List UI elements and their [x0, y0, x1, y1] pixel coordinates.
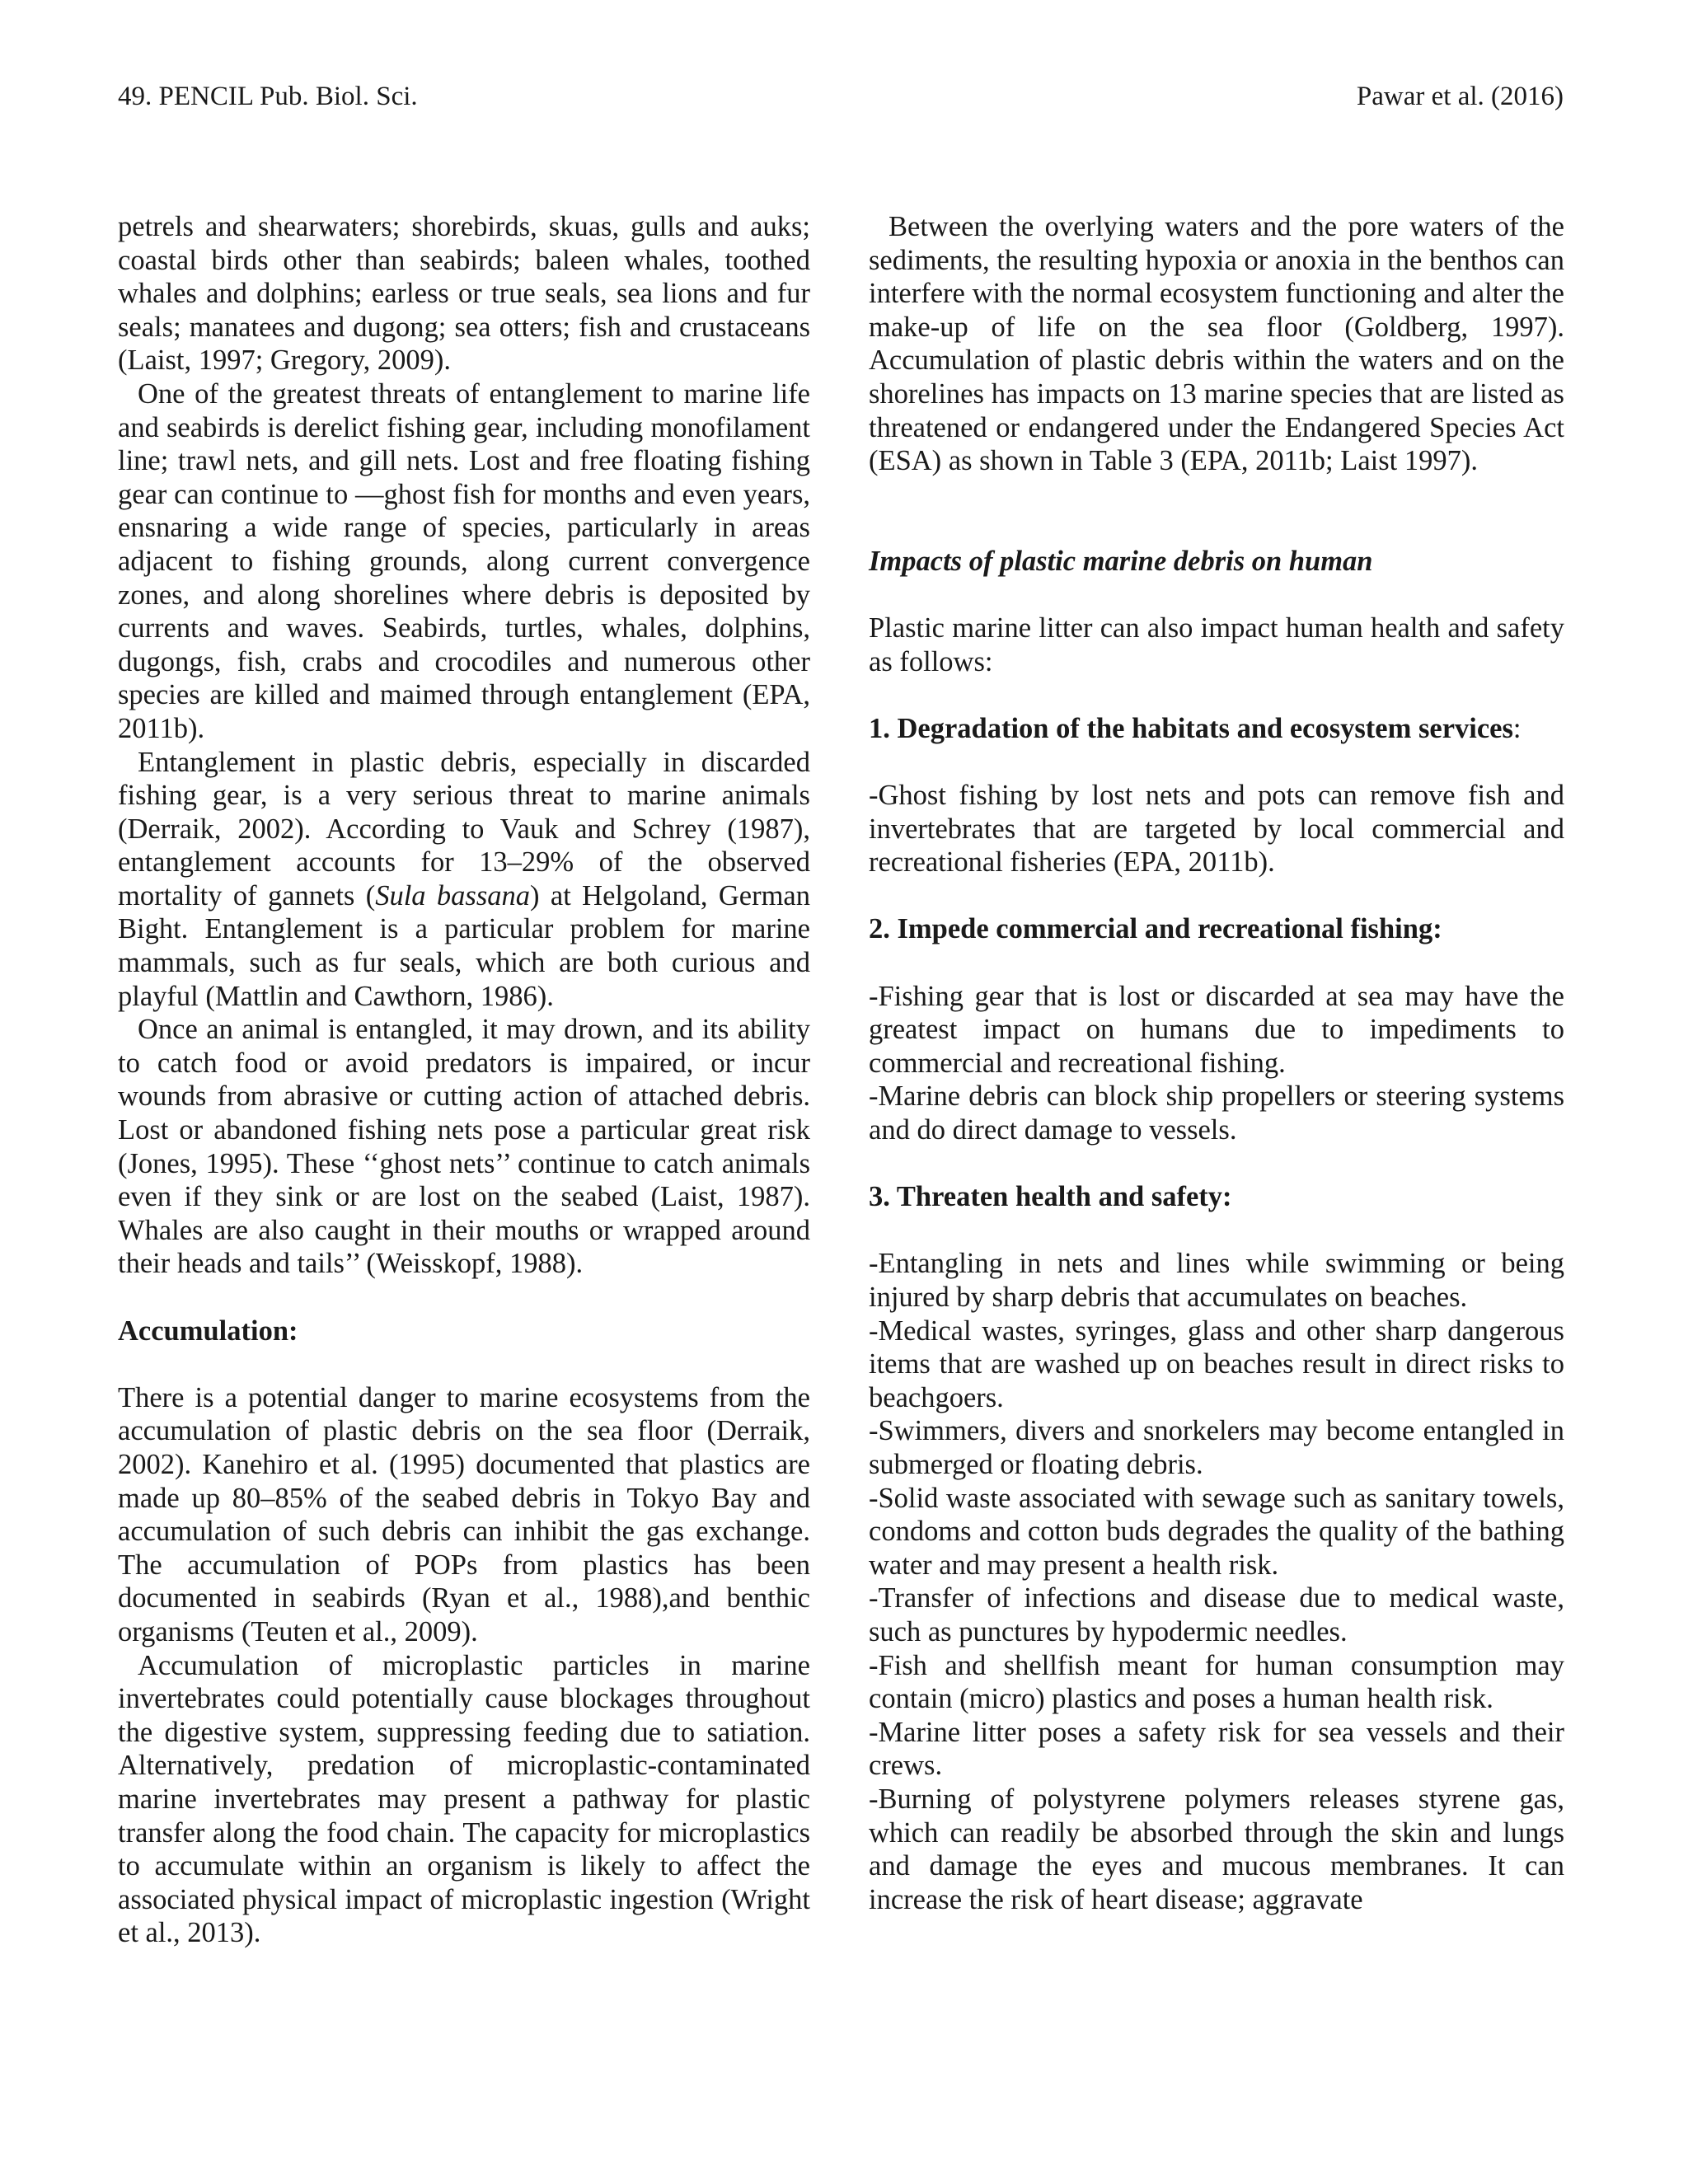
list-item: -Fishing gear that is lost or discarded at sea may have the greatest impact on humans due to impediments to commercial and recreational fishing.: [869, 980, 1564, 1079]
list-item: -Marine debris can block ship propellers or steering systems and do direct damage to vessels.: [869, 1080, 1564, 1146]
list-item: -Fish and shellfish meant for human consumption may contain (micro) plastics and poses a human health risk.: [869, 1649, 1564, 1715]
left-column: [118, 210, 810, 1950]
paragraph: Plastic marine litter can also impact human health and safety as follows:: [869, 612, 1564, 677]
paragraph: One of the greatest threats of entanglement to marine life and seabirds is derelict fishing gear, including monofilament line; trawl nets, and gill nets. Lost and free floating fishing gear can continue to ―ghost fish for months and even years, ensnaring a wide range of species, particularly in areas adjacent to fishing grounds, along current convergence zones, and along shorelines where debris is deposited by currents and waves. Seabirds, turtles, whales, dolphins, dugongs, fish, crabs and crocodiles and numerous other species are killed and maimed through entanglement (EPA, 2011b).: [118, 377, 810, 744]
paragraph: There is a potential danger to marine ecosystems from the accumulation of plastic debris on the sea floor (Derraik, 2002). Kanehiro et al. (1995) documented that plastics are made up 80–85% of the seabed debris in Tokyo Bay and accumulation of such debris can inhibit the gas exchange. The accumulation of POPs from plastics has been documented in seabirds (Ryan et al., 1988),and benthic organisms (Teuten et al., 2009).: [118, 1381, 810, 1647]
paragraph: [118, 746, 810, 1014]
paragraph: Once an animal is entangled, it may drown, and its ability to catch food or avoid predators is impaired, or incur wounds from abrasive or cutting action of attached debris. Lost or abandoned fishing nets pose a particular great risk (Jones, 1995). These ‘‘ghost nets’’ continue to catch animals even if they sink or are lost on the seabed (Laist, 1987). Whales are also caught in their mouths or wrapped around their heads and tails’’ (Weisskopf, 1988).: [118, 1014, 810, 1280]
heading-text: 1. Degradation of the habitats and ecosystem services: [869, 712, 1513, 744]
subsection-heading-impede-fishing: 2. Impede commercial and recreational fishing:: [869, 913, 1442, 945]
text-run: Entanglement in plastic debris, especially in discarded fishing gear, is a very serious threat to marine animals (Derraik, 2002). According to Vauk and Schrey (1987), entanglement accounts for 13–29% of the observed mortality of gannets (: [118, 746, 810, 912]
list-item: -Marine litter poses a safety risk for sea vessels and their crews.: [869, 1716, 1564, 1782]
list-item: -Solid waste associated with sewage such as sanitary towels, condoms and cotton buds degrades the quality of the bathing water and may present a health risk.: [869, 1482, 1564, 1581]
paragraph: petrels and shearwaters; shorebirds, skuas, gulls and auks; coastal birds other than seabirds; baleen whales, toothed whales and dolphins; earless or true seals, sea lions and fur seals; manatees and dugong; sea otters; fish and crustaceans (Laist, 1997; Gregory, 2009).: [118, 211, 810, 377]
list-item: -Ghost fishing by lost nets and pots can remove fish and invertebrates that are targeted by local commercial and recreational fisheries (EPA, 2011b).: [869, 780, 1564, 879]
list-item: -Transfer of infections and disease due to medical waste, such as punctures by hypodermic needles.: [869, 1582, 1564, 1647]
list-item: -Medical wastes, syringes, glass and other sharp dangerous items that are washed up on beaches result in direct risks to beachgoers.: [869, 1315, 1564, 1413]
right-column: [869, 210, 1564, 1916]
text-run: ) at Helgoland, German Bight. Entanglement is a particular problem for marine mammals, such as fur seals, which are both curious and playful (Mattlin and Cawthorn, 1986).: [118, 879, 810, 1012]
list-item: -Entangling in nets and lines while swimming or being injured by sharp debris that accumulates on beaches.: [869, 1248, 1564, 1313]
heading-colon: :: [1512, 712, 1522, 744]
running-head-authors: Pawar et al. (2016): [1356, 82, 1564, 111]
section-heading-accumulation: Accumulation:: [118, 1315, 298, 1347]
subsection-heading-health-safety: 3. Threaten health and safety:: [869, 1181, 1232, 1213]
list-item: -Burning of polystyrene polymers releases styrene gas, which can readily be absorbed through the skin and lungs and damage the eyes and mucous membranes. It can increase the risk of heart disease; aggravate: [869, 1783, 1564, 1915]
subsection-heading-degradation: [869, 712, 1564, 746]
section-heading-impacts-on-human: Impacts of plastic marine debris on human: [869, 545, 1373, 577]
list-item: -Swimmers, divers and snorkelers may become entangled in submerged or floating debris.: [869, 1415, 1564, 1480]
paragraph: Accumulation of microplastic particles in marine invertebrates could potentially cause blockages throughout the digestive system, suppressing feeding due to satiation. Alternatively, predation of microplastic-contaminated marine invertebrates may present a pathway for plastic transfer along the food chain. The capacity for microplastics to accumulate within an organism is likely to affect the associated physical impact of microplastic ingestion (Wright et al., 2013).: [118, 1649, 810, 1949]
paragraph: Between the overlying waters and the pore waters of the sediments, the resulting hypoxia or anoxia in the benthos can interfere with the normal ecosystem functioning and alter the make-up of life on the sea floor (Goldberg, 1997). Accumulation of plastic debris within the waters and on the shorelines has impacts on 13 marine species that are listed as threatened or endangered under the Endangered Species Act (ESA) as shown in Table 3 (EPA, 2011b; Laist 1997).: [869, 211, 1564, 477]
species-name: Sula bassana: [375, 879, 531, 912]
running-head-journal: 49. PENCIL Pub. Biol. Sci.: [118, 82, 418, 111]
